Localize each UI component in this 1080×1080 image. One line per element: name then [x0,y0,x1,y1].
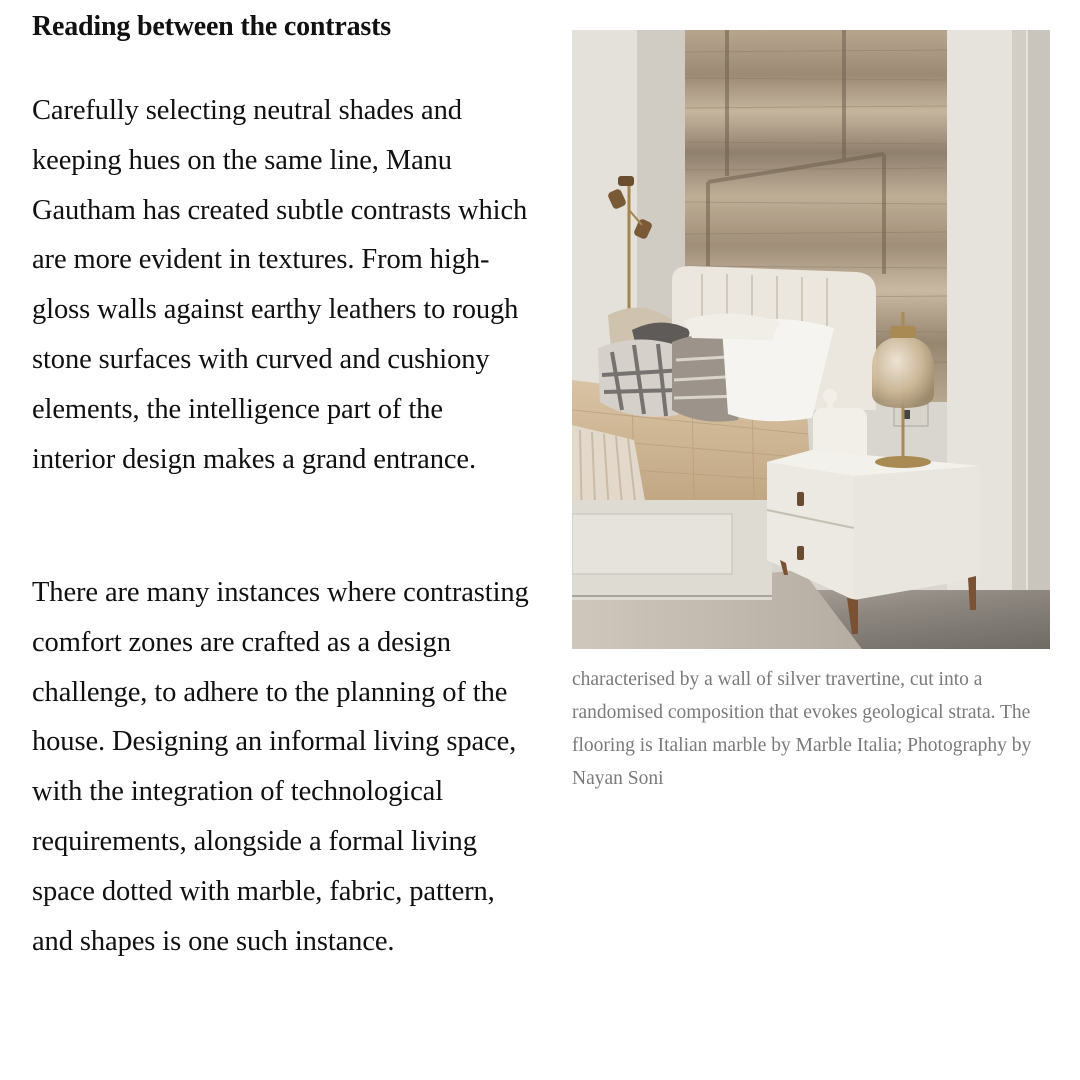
body-paragraph-2: There are many instances where contrasting comfort zones are crafted as a design challenge, to adhere to the planning of the house. Designing an informal living space, with the integration of technological requirements, alongside a formal living space dotted with marble, fabric, pattern, and shapes is one such instance. [32,577,529,957]
body-paragraph-1: Carefully selecting neutral shades and keeping hues on the same line, Manu Gautham has created subtle contrasts which are more evident in textures. From high-gloss walls against earthy leathers to rough stone surfaces with curved and cushiony elements, the intelligence part of the interior design makes a grand entrance. [32,95,528,475]
bedroom-photo [572,30,1050,649]
photo-caption: characterised by a wall of silver travertine, cut into a randomised composition that evokes geological strata. The flooring is Italian marble by Marble Italia; Photography by Nayan Soni [572,669,1032,789]
section-heading: Reading between the contrasts [32,11,391,42]
